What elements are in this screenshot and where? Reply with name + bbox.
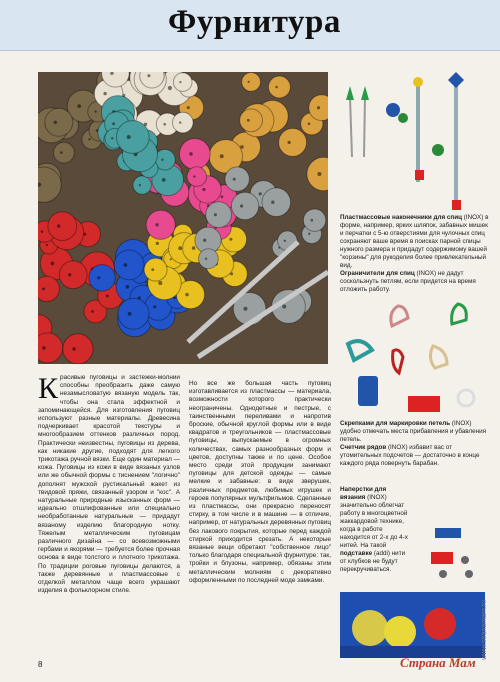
button-hole	[275, 86, 278, 89]
button-shape	[206, 202, 232, 228]
button-shape	[199, 249, 219, 269]
button-hole	[103, 92, 106, 95]
thimbles-body: значительно облегчат работу в многоцветной жаккардовой технике, когда в работе находится от 2-х до 4-х нитей. На такой	[340, 502, 408, 549]
button-hole	[151, 268, 154, 271]
button-hole	[282, 305, 286, 309]
clips-body: удобно отмечать места прибавления и убавления петель.	[340, 428, 487, 443]
button-hole	[94, 110, 96, 112]
button-hole	[155, 223, 158, 226]
button-shape	[38, 333, 63, 363]
button-hole	[178, 246, 182, 250]
button-shape	[116, 121, 149, 154]
button-shape	[144, 258, 167, 281]
holder-tag: (addi)	[373, 550, 390, 557]
button-shape	[187, 167, 207, 187]
button-shape	[268, 76, 290, 98]
button-hole	[185, 293, 188, 296]
button-hole	[54, 121, 57, 124]
button-hole	[127, 135, 131, 139]
button-hole	[124, 263, 128, 267]
button-hole	[287, 141, 290, 144]
button-shape	[242, 73, 261, 92]
page-header	[0, 0, 500, 51]
button-shape	[303, 209, 325, 231]
button-hole	[308, 233, 310, 235]
button-shape	[231, 192, 258, 219]
button-hole	[97, 276, 100, 279]
button-hole	[271, 201, 274, 204]
button-shape	[63, 334, 93, 364]
vertical-watermark: www.stranamam.ru	[481, 600, 488, 660]
button-hole	[189, 152, 193, 156]
button-hole	[203, 239, 206, 242]
clips-caption	[340, 420, 490, 468]
button-shape	[54, 142, 75, 163]
counter-tag: (INOX)	[387, 444, 408, 451]
button-hole	[156, 242, 159, 245]
button-hole	[248, 81, 250, 83]
button-hole	[170, 258, 172, 260]
button-hole	[77, 104, 81, 108]
thimbles-heading: Наперстки для вязания	[340, 486, 387, 501]
site-watermark: Страна Мам	[400, 655, 476, 670]
button-hole	[42, 287, 45, 290]
button-shape	[89, 265, 115, 291]
button-hole	[233, 178, 236, 181]
button-hole	[158, 281, 162, 285]
button-shape	[173, 112, 194, 133]
button-shape	[118, 298, 149, 329]
button-hole	[139, 184, 141, 186]
button-hole	[162, 178, 166, 182]
page-number: 8	[38, 660, 43, 669]
button-hole	[51, 262, 55, 266]
article-text-1: расивые пуговицы и застежки-молнии способны преобразить даже самую незамысловатую вязаную модель так, чтобы она стала эффектной и запоминающейся. Для изготовления пуговиц используют разные материалы. Древесина подчеркивает красотой текстуры и многообразием оттенков различных пород. Практически неизвестны, пуговицы из дерева, как никакие другие, подходят для легкого трикотажа ручной вязки. Еще один материал — кожа. Пуговицы из кожи в виде вязаных узлов или же обычной формы с тиснением "логично" дополнят мужской рустикальный жакет из твидовой пряжи, связанный узором и "кос". А натуральные природные изысканных форм — идеально отшлифованные или специально необработанные натуральные — придадут вязаному изделию благородную нотку. Тяжелым металлическим пуговицам различного дизайна — со всевозможными гербами и якорями — требуется более прочная основа в виде толстого и плотного трикотажа. По традиции роговые пуговицы делаются, а также деревянные и пластмассовые с отделкой металлом чаще всего украшают изделия в фольклорном стиле.	[38, 374, 180, 595]
button-hole	[128, 312, 132, 316]
button-shape	[279, 128, 307, 156]
button-hole	[126, 285, 130, 289]
counter-body: избавит вас от утомительных подсчетов — достаточно в конце каждого ряда повернуть барабан.	[340, 444, 480, 467]
button-hole	[229, 238, 232, 241]
button-hole	[106, 294, 109, 297]
caps-tag: (INOX)	[463, 214, 484, 221]
button-shape	[240, 109, 263, 132]
button-hole	[46, 244, 48, 246]
button-hole	[88, 138, 90, 140]
button-hole	[214, 213, 217, 216]
yarn-photo	[340, 592, 485, 658]
stoppers-tag: (INOX)	[416, 270, 437, 277]
button-hole	[308, 123, 311, 126]
drop-cap: К	[38, 372, 59, 405]
button-hole	[192, 246, 196, 250]
holder-heading: подставке	[340, 550, 373, 557]
button-shape	[262, 188, 291, 217]
button-shape	[114, 250, 144, 280]
button-hole	[57, 224, 60, 227]
button-hole	[311, 219, 314, 222]
button-hole	[72, 347, 76, 351]
article-column-1	[38, 374, 180, 595]
caps-caption	[340, 214, 490, 294]
button-shape	[179, 139, 210, 170]
caps-body: в форме, например, ярких шляпок, забавных мишек и перчатки с 5-ю отверстиями для чулочных спиц сохраняют ваше время в поисках парной спицы нужного размера и придадут содержимому вашей "корзины" для рукоделия более привлекательный вид.	[340, 214, 489, 269]
button-shape	[146, 210, 175, 239]
needle-caps-photo	[340, 72, 480, 212]
button-hole	[41, 230, 44, 233]
buttons-photo	[38, 72, 328, 364]
button-hole	[153, 305, 156, 308]
button-hole	[112, 122, 115, 125]
button-hole	[68, 273, 71, 276]
holder-body: нити от клубков не будут перекручиваться.	[340, 550, 406, 573]
button-shape	[133, 176, 151, 194]
button-hole	[284, 240, 286, 242]
button-hole	[244, 307, 248, 311]
button-hole	[221, 195, 224, 198]
button-shape	[45, 108, 73, 136]
button-shape	[48, 212, 77, 241]
button-hole	[147, 74, 150, 77]
clips-tag: (INOX)	[451, 420, 472, 427]
button-hole	[42, 346, 46, 350]
stoppers-body: не дадут соскользнуть петлям, если придется на время отложить работу.	[340, 270, 476, 293]
button-hole	[60, 151, 63, 154]
button-shape	[225, 167, 249, 191]
button-shape	[38, 276, 59, 301]
button-hole	[168, 86, 172, 90]
button-hole	[317, 106, 320, 109]
button-hole	[317, 172, 321, 176]
button-hole	[240, 204, 243, 207]
stitch-markers-photo	[338, 296, 488, 416]
button-hole	[179, 121, 181, 123]
page-title: Фурнитура	[168, 4, 341, 40]
button-hole	[247, 119, 250, 122]
button-hole	[179, 81, 181, 83]
button-hole	[220, 154, 224, 158]
thimbles-tag: (INOX)	[367, 494, 387, 501]
button-shape	[173, 73, 192, 92]
button-hole	[187, 106, 190, 109]
thimbles-photo	[395, 516, 485, 586]
clips-heading: Скрепками для маркировки петель	[340, 420, 451, 427]
button-hole	[163, 123, 166, 126]
button-hole	[111, 137, 113, 139]
button-hole	[193, 175, 195, 177]
counter-heading: Счетчик рядов	[340, 444, 387, 451]
article-column-2	[189, 380, 331, 585]
button-hole	[202, 188, 205, 191]
button-shape	[59, 261, 87, 289]
button-hole	[205, 258, 207, 260]
button-hole	[91, 310, 94, 313]
stoppers-heading: Ограничители для спиц	[340, 270, 415, 277]
article-text-2: Но все же большая часть пуговиц изготавливается из пластмассы — материала, возможности которого практически неограничены. Однодетные и пестрые, с таинственными переливами и напротив броские, обычной круглой формы или в виде квадратов и треугольников — пластмассовые пуговицы, выпускаемые в огромных количествах, самых разнообразных форм и цветов, доступны также и по цене. Особое место среди этой продукции занимают пуговицы для детской одежды — самые мелкие и забавные: в виде зверушек, различных предметов, любимых игрушек и героев популярных мультфильмов. Сделанные из пластмассы, они прекрасно переносят стирку, в том числе и в машине — в отличие, например, от натуральных деревянных пуговиц без лакового покрытия, которые перед каждой стиркой приходится срезать. А некоторые вязаные вещи обретают "собственное лицо" только благодаря специальной фурнитуре: так, тройки и блузоны, например, обязаны этим металлическим молниям с декоративно оформленными по последней моде замками.	[189, 380, 331, 584]
button-hole	[161, 159, 163, 161]
button-hole	[259, 192, 262, 195]
caps-heading: Пластмассовые наконечники для спиц	[340, 214, 462, 221]
